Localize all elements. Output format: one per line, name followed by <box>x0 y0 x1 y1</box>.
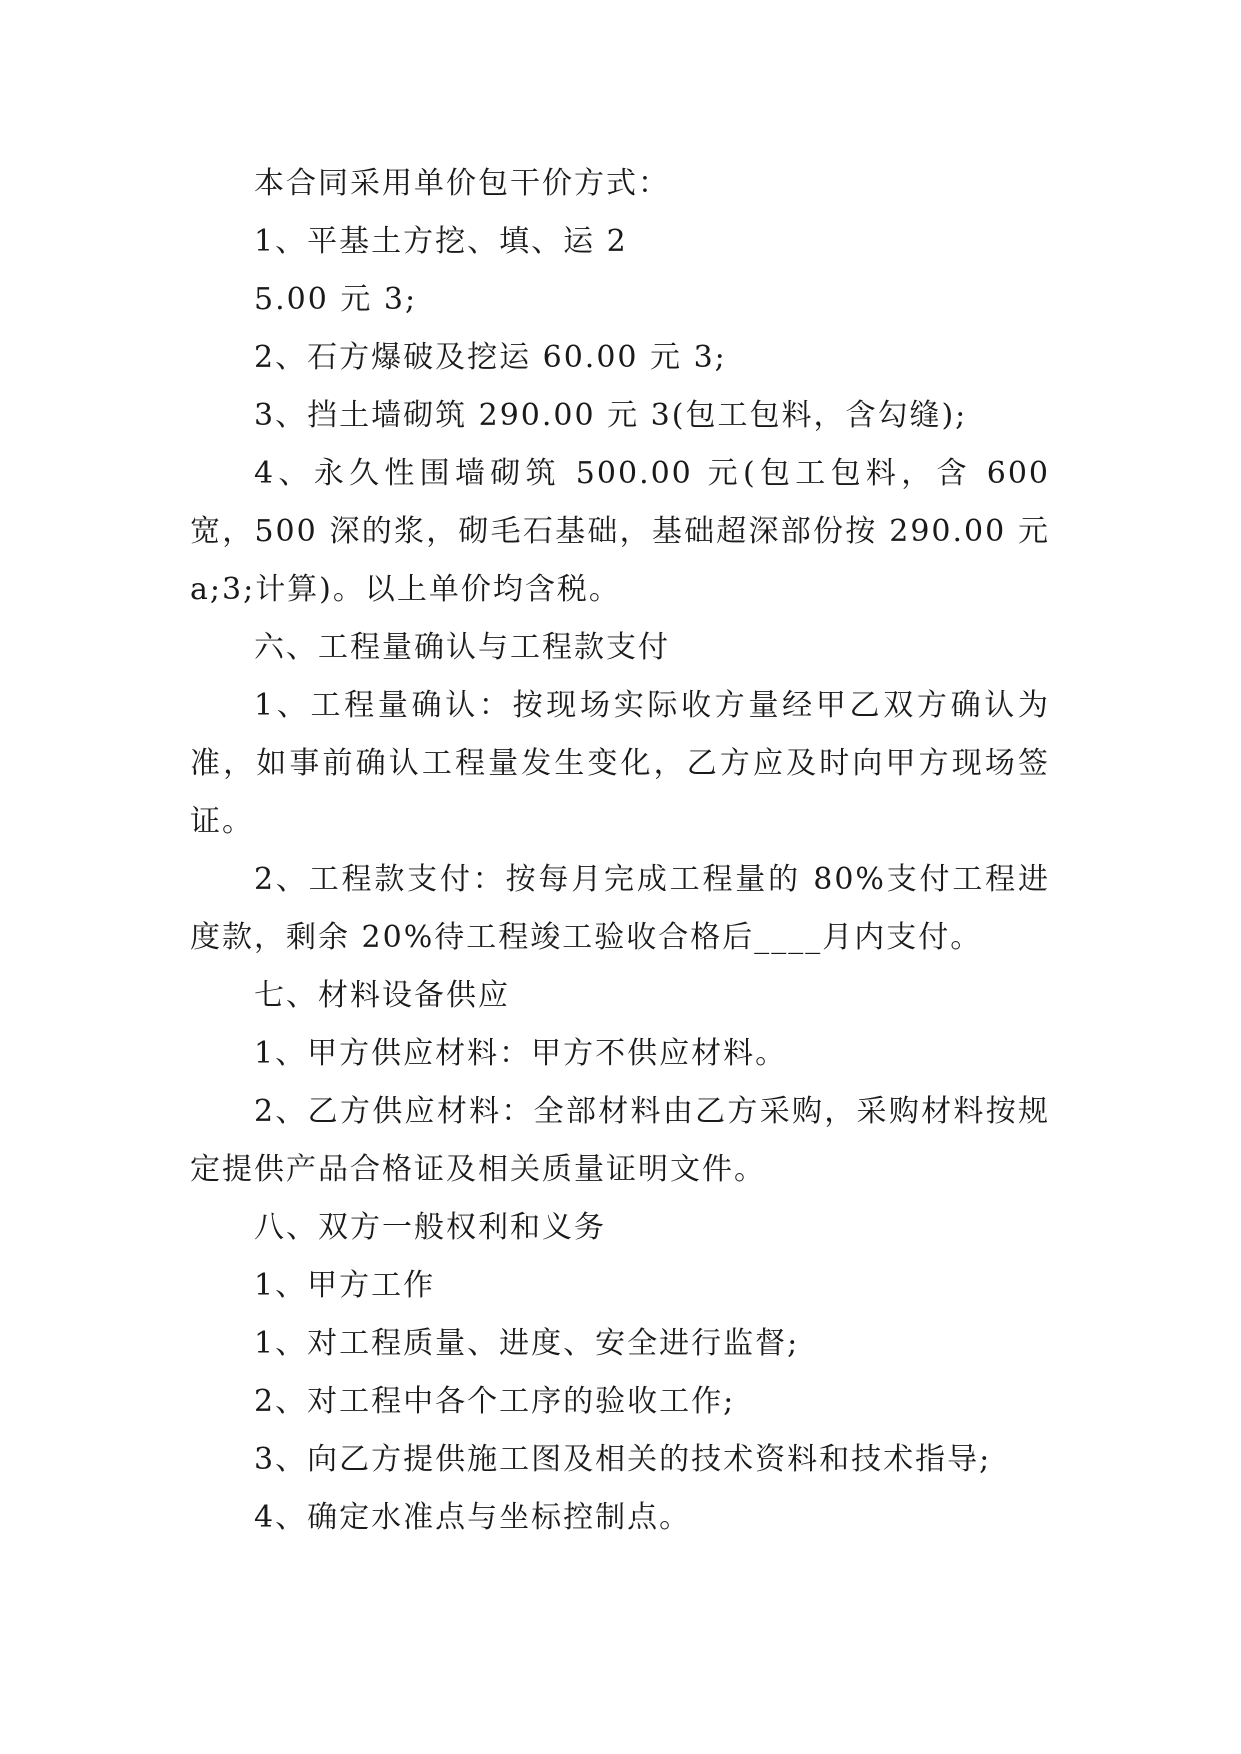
section-heading-8: 八、双方一般权利和义务 <box>254 1210 606 1245</box>
party-a-materials: 1、甲方供应材料：甲方不供应材料。 <box>254 1036 788 1071</box>
party-a-duty-2: 2、对工程中各个工序的验收工作; <box>254 1384 736 1419</box>
price-item-1-continued: 5.00 元 3; <box>254 282 418 317</box>
price-item-2: 2、石方爆破及挖运 60.00 元 3; <box>254 340 727 375</box>
pricing-method-intro: 本合同采用单价包干价方式： <box>254 166 670 201</box>
party-a-duty-1: 1、对工程质量、进度、安全进行监督; <box>254 1326 800 1361</box>
price-item-4: 4、永久性围墙砌筑 500.00 元(包工包料，含 600 宽，500 深的浆，砌毛石基础，基础超深部份按 290.00 元 a;3;计算)。以上单价均含税。 <box>190 456 1050 607</box>
party-a-duty-3: 3、向乙方提供施工图及相关的技术资料和技术指导; <box>254 1442 992 1477</box>
party-a-duty-4: 4、确定水准点与坐标控制点。 <box>254 1500 692 1535</box>
party-b-materials: 2、乙方供应材料：全部材料由乙方采购，采购材料按规定提供产品合格证及相关质量证明文件。 <box>190 1094 1050 1187</box>
quantity-confirmation: 1、工程量确认：按现场实际收方量经甲乙双方确认为准，如事前确认工程量发生变化，乙方应及时向甲方现场签证。 <box>190 688 1050 839</box>
document-body <box>190 155 1050 1547</box>
price-item-3: 3、挡土墙砌筑 290.00 元 3(包工包料，含勾缝); <box>254 398 968 433</box>
section-heading-7: 七、材料设备供应 <box>254 978 510 1013</box>
price-item-1: 1、平基土方挖、填、运 2 <box>254 224 628 259</box>
section-heading-6: 六、工程量确认与工程款支付 <box>254 630 670 665</box>
party-a-work-heading: 1、甲方工作 <box>254 1268 436 1303</box>
payment-terms: 2、工程款支付：按每月完成工程量的 80%支付工程进度款，剩余 20%待工程竣工验收合格后____月内支付。 <box>190 862 1050 955</box>
